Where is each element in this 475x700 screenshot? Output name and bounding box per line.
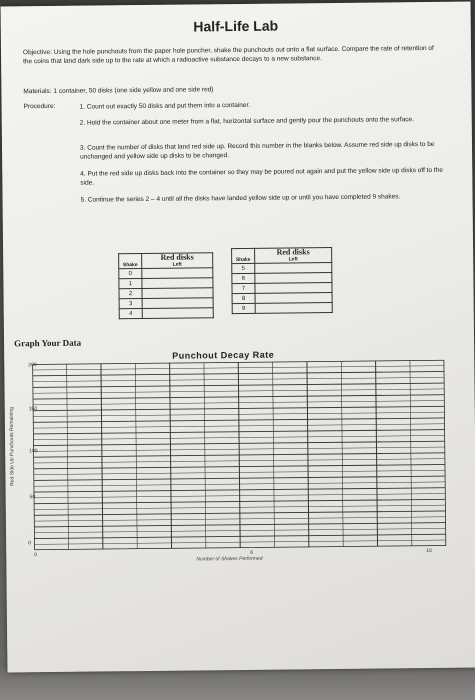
red-disks-blank[interactable]: [142, 308, 213, 319]
y-tick-label: 150: [28, 406, 38, 413]
table-row: 4: [119, 308, 213, 319]
objective-text: Objective: Using the hole punchouts from the paper hole puncher, shake the punchouts out onto a flat surface. Compare the rate of retention of the coins that land dark side up to the rate at which a radioactive substance decays to a new substance.: [22, 44, 434, 66]
table-header-red-disks: Red disks Left: [255, 248, 332, 264]
procedure-step-2: 2. Hold the container about one meter from a flat, horizontal surface and gently pour the punchouts onto the surface.: [79, 116, 415, 127]
y-tick-label: 100: [29, 448, 38, 455]
procedure-step-3: 3. Count the number of disks that land red side up. Record this number in the blanks below. Assume red side up disks to be unchanged and yellow side up disks to be changed.: [79, 140, 435, 161]
worksheet-paper: [1, 2, 475, 673]
graph-grid[interactable]: [29, 360, 446, 550]
table-row: 6: [232, 273, 332, 284]
graph-heading: Graph Your Data: [14, 337, 82, 349]
shake-table-1: [118, 252, 214, 319]
table-row: 5: [232, 263, 332, 274]
table-header-red-disks: Red disks Left: [142, 253, 213, 269]
y-tick-label: 0: [28, 540, 31, 547]
table-row: 2: [119, 288, 213, 299]
graph-title: Punchout Decay Rate: [172, 349, 275, 361]
table-row: 3: [119, 298, 213, 309]
procedure-step-5: 5. Continue the series 2 – 4 until all the disks have landed yellow side up or until you have completed 9 shakes.: [80, 193, 401, 204]
red-disks-blank[interactable]: [255, 303, 332, 314]
x-axis-label: Number of Shakes Performed: [196, 555, 263, 563]
table-row: 7: [232, 283, 332, 294]
x-tick-label: 6: [250, 549, 254, 556]
procedure-step-1: 1. Count out exactly 50 disks and put them into a container.: [79, 101, 251, 111]
y-tick-label: 200: [28, 362, 37, 369]
procedure-step-4: 4. Put the red side up disks back into the container so they may be poured out again and put the yellow side up disks off to the side.: [80, 166, 443, 187]
x-tick-label: 0: [34, 552, 38, 559]
table-row: 0: [119, 268, 213, 279]
table-header-shake: Shake: [232, 248, 255, 263]
worksheet-title: Half-Life Lab: [193, 17, 279, 35]
table-row: 8: [232, 293, 332, 304]
y-tick-label: 50: [29, 494, 36, 501]
y-axis-label: Red Side Up Punchouts Remaining: [8, 407, 16, 486]
table-surface: [0, 668, 475, 700]
procedure-label: Procedure:: [23, 102, 56, 111]
shake-table-2: [231, 247, 333, 314]
x-tick-label: 10: [426, 547, 432, 555]
table-header-shake: Shake: [119, 254, 142, 269]
table-row: 1: [119, 278, 213, 289]
table-row: 9: [232, 303, 332, 314]
materials-text: Materials: 1 container, 50 disks (one side yellow and one side red): [23, 86, 214, 96]
